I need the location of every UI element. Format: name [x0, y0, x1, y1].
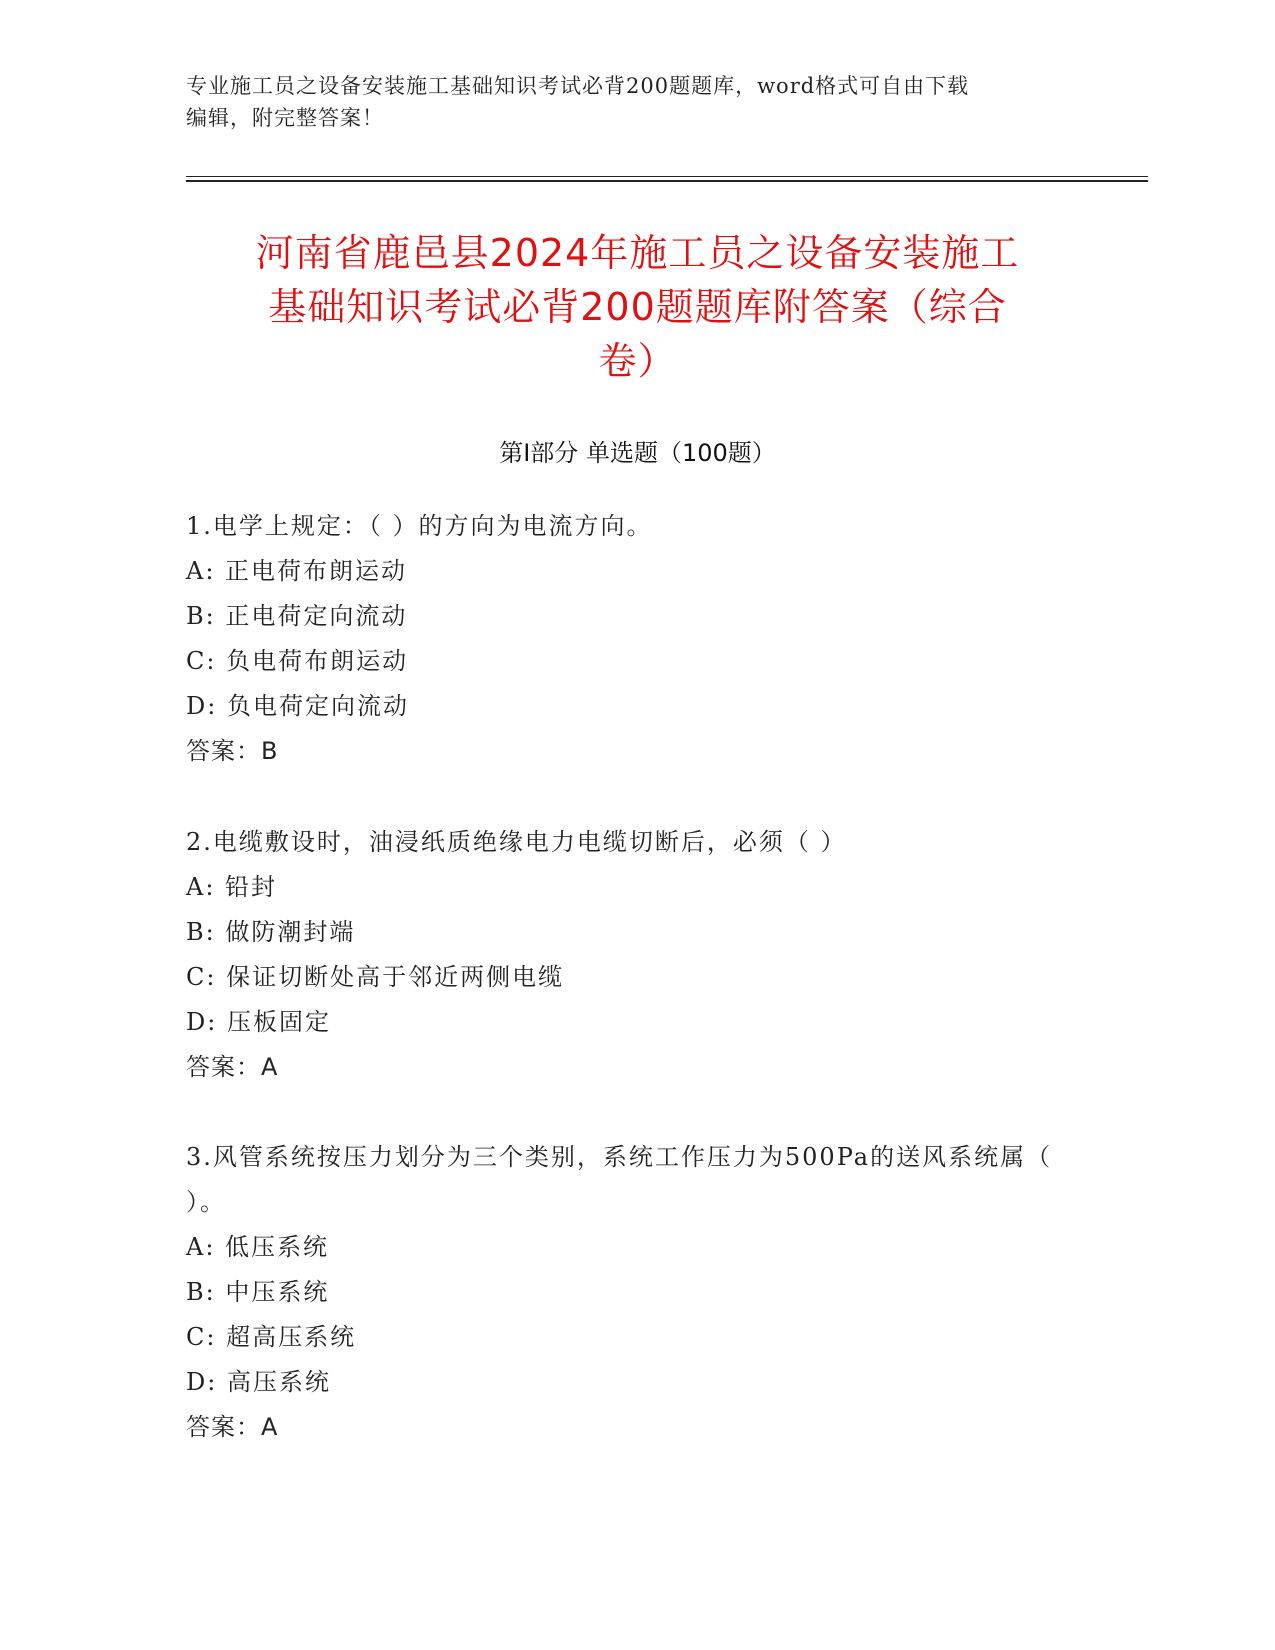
question-3 — [186, 1135, 1086, 1450]
question-stem: 3.风管系统按压力划分为三个类别，系统工作压力为500Pa的送风系统属（ ）。 — [186, 1143, 1053, 1216]
option-a: A: 低压系统 — [186, 1233, 330, 1261]
option-a: A: 铅封 — [186, 873, 278, 901]
header-note — [186, 70, 1066, 134]
option-d: D: 负电荷定向流动 — [186, 692, 409, 720]
option-d: D: 高压系统 — [186, 1368, 331, 1396]
question-1 — [186, 504, 1086, 774]
title-line3: 卷） — [598, 339, 677, 383]
title-line2: 基础知识考试必背200题题库附答案（综合 — [268, 285, 1007, 329]
section-heading: 第Ⅰ部分 单选题（100题） — [499, 439, 776, 467]
header-divider-thin — [186, 176, 1148, 177]
option-d: D: 压板固定 — [186, 1008, 331, 1036]
option-c: C: 超高压系统 — [186, 1323, 357, 1351]
answer-line: 答案：A — [186, 1053, 279, 1081]
document-title — [170, 226, 1105, 388]
option-b: B: 做防潮封端 — [186, 918, 356, 946]
header-note-line2: 编辑，附完整答案！ — [186, 106, 384, 130]
question-2 — [186, 820, 1086, 1090]
header-note-line1: 专业施工员之设备安装施工基础知识考试必背200题题库，word格式可自由下载 — [186, 74, 970, 98]
question-stem: 2.电缆敷设时，油浸纸质绝缘电力电缆切断后，必须（ ） — [186, 828, 847, 856]
answer-line: 答案：B — [186, 737, 279, 765]
header-divider-thick — [186, 180, 1148, 182]
option-b: B: 中压系统 — [186, 1278, 330, 1306]
question-stem: 1.电学上规定：（ ）的方向为电流方向。 — [186, 512, 653, 540]
option-b: B: 正电荷定向流动 — [186, 602, 408, 630]
option-c: C: 负电荷布朗运动 — [186, 647, 409, 675]
answer-line: 答案：A — [186, 1413, 279, 1441]
option-a: A: 正电荷布朗运动 — [186, 557, 408, 585]
title-line1: 河南省鹿邑县2024年施工员之设备安装施工 — [255, 231, 1020, 275]
option-c: C: 保证切断处高于邻近两侧电缆 — [186, 963, 565, 991]
